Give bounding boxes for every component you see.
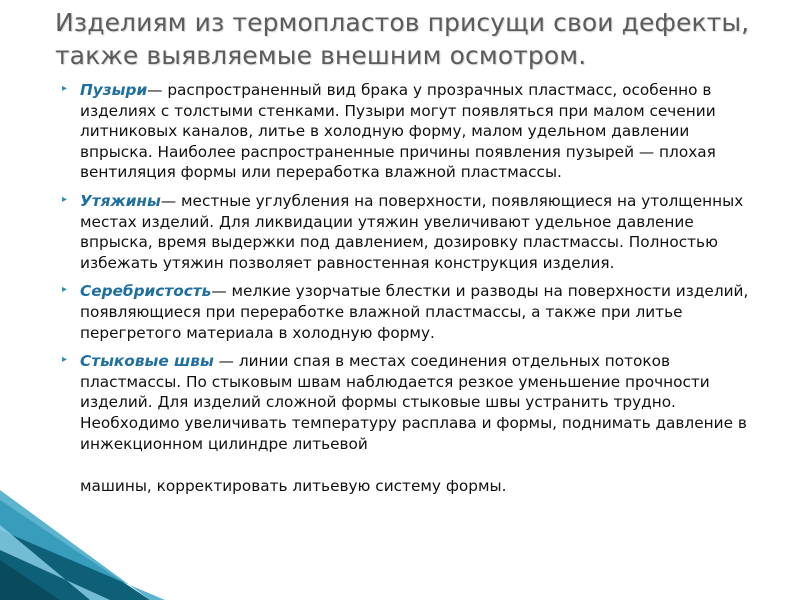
list-item [62,351,762,497]
item-text: — мелкие узорчатые блестки и разводы на поверхности изделий, появляющиеся при переработке влажной пластмассы, а также при литье перегретого материала в холодную форму. [80,282,749,342]
item-text: — линии спая в местах соединения отдельных потоков пластмассы. По стыковым швам наблюдается резкое уменьшение прочности изделий. Для изделий сложной формы стыковые швы устранить трудно. Необходимо увеличивать температуру расплава и формы, поднимать давление в инжекционном цилиндре литьевой [80,352,747,453]
item-text: — местные углубления на поверхности, появляющиеся на утолщенных местах изделий. Для ликвидации утяжин увеличивают удельное давление впрыска, время выдержки под давлением, дозировку пластмассы. Полностью избежать утяжин позволяет равностенная конструкция изделия. [80,191,744,272]
term-label: Стыковые швы [80,352,214,371]
defects-list [62,80,762,505]
item-text-tail: машины, корректировать литьевую систему формы. [80,477,507,496]
triangle-bullet-icon: ▸ [62,354,68,366]
slide-title: Изделиям из термопластов присущи свои дефекты, также выявляемые внешним осмотром. [55,8,750,70]
term-label: Серебристость [80,282,212,301]
triangle-bullet-icon: ▸ [62,83,68,94]
term-label: Утяжины [80,191,161,210]
triangle-bullet-icon: ▸ [62,193,68,205]
list-item [62,80,762,183]
list-item [62,281,762,343]
corner-decoration [0,490,170,600]
term-label: Пузыри [80,81,148,99]
item-text: — распространенный вид брака у прозрачных пластмасс, особенно в изделиях с толстыми стенками. Пузыри могут появляться при малом сечении литниковых каналов, литье в холодную форму, малом удельном давлении впрыска. Наиболее распространенные причины появления пузырей — плохая вентиляция формы или переработка влажной пластмассы. [80,81,716,182]
triangle-bullet-icon: ▸ [62,284,68,296]
list-item [62,191,762,273]
